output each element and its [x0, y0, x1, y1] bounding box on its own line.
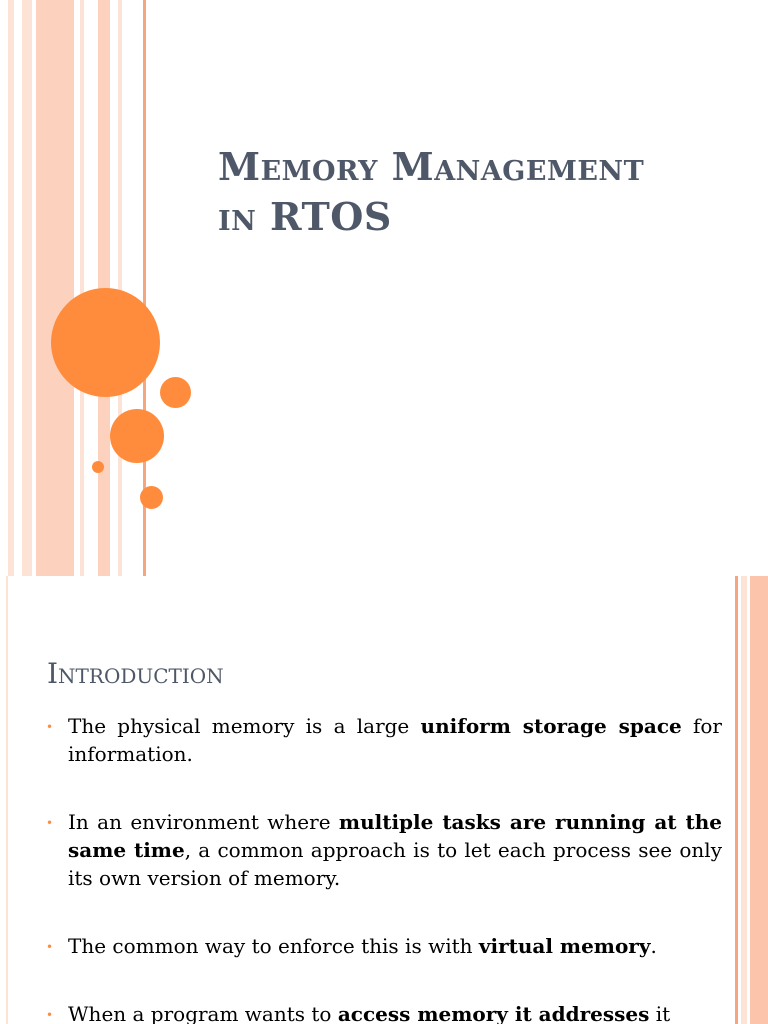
decor-stripe — [6, 576, 8, 1024]
bullet-item — [46, 712, 722, 768]
decor-stripe — [80, 0, 84, 576]
bullet-text: In an environment where — [68, 810, 339, 834]
bullet-list — [46, 712, 722, 1024]
bullet-icon: • — [46, 1008, 54, 1022]
slide-title — [218, 142, 738, 242]
decor-circle-large — [51, 288, 160, 397]
bullet-emphasis: virtual memory — [478, 934, 651, 958]
bullet-item — [46, 932, 722, 960]
decor-stripe — [735, 576, 738, 1024]
decor-stripe — [8, 0, 14, 576]
decor-stripe — [22, 0, 32, 576]
bullet-icon: • — [46, 720, 54, 734]
decor-circle-small — [160, 377, 191, 408]
bullet-text: , a common approach is to let each process see only its own version of memory. — [68, 838, 722, 890]
bullet-text: for information. — [68, 714, 722, 766]
bullet-icon: • — [46, 816, 54, 830]
bullet-emphasis: access memory it addresses — [337, 1002, 650, 1024]
bullet-item — [46, 1000, 722, 1024]
section-heading: Introduction — [47, 657, 224, 690]
decor-circle-medium — [110, 409, 164, 463]
bullet-icon: • — [46, 940, 54, 954]
decor-stripe — [118, 0, 122, 576]
slide-title-line2: in RTOS — [218, 194, 392, 239]
decor-stripe — [741, 576, 747, 1024]
bullet-item — [46, 808, 722, 892]
bullet-emphasis: uniform storage space — [420, 714, 682, 738]
bullet-text: The physical memory is a large — [68, 714, 421, 738]
bullet-emphasis: multiple tasks are running at the same time — [68, 810, 722, 862]
decor-circle-small — [140, 486, 163, 509]
decor-stripe — [750, 576, 768, 1024]
bullet-text: . — [650, 934, 657, 958]
bullet-text: The common way to enforce this is with — [68, 934, 479, 958]
introduction-slide — [0, 576, 768, 1024]
bullet-text: it — [649, 1002, 671, 1024]
slide-title-line1: Memory Management — [218, 144, 645, 189]
decor-stripe — [36, 0, 74, 576]
bullet-text: When a program wants to — [68, 1002, 338, 1024]
decor-circle-tiny — [92, 461, 104, 473]
